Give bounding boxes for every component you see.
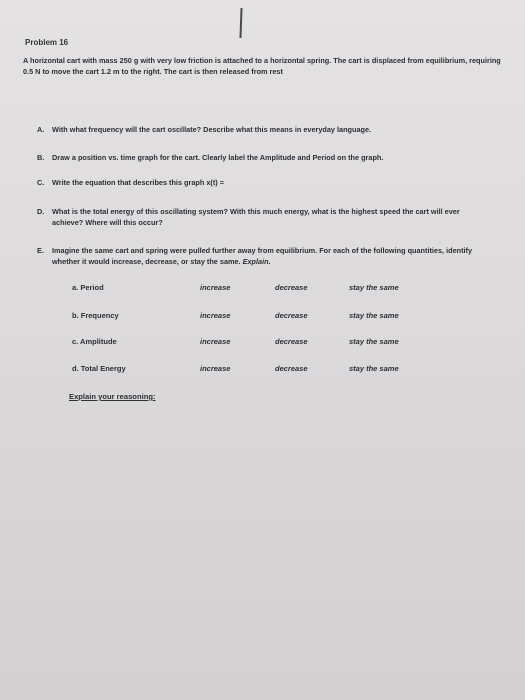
explain-reasoning-heading: Explain your reasoning: [69, 392, 156, 401]
option-stay-same[interactable]: stay the same [349, 283, 399, 292]
option-decrease[interactable]: decrease [275, 311, 308, 320]
question-e-emphasis: Explain. [242, 257, 271, 266]
question-letter: E. [37, 246, 44, 255]
option-increase[interactable]: increase [200, 364, 231, 373]
problem-title: Problem 16 [25, 38, 69, 47]
question-text: What is the total energy of this oscillating system? With this much energy, what is the highest speed the cart will ever achieve? Where will this occur? [52, 207, 460, 227]
option-decrease[interactable]: decrease [275, 364, 308, 373]
question-text: With what frequency will the cart oscillate? Describe what this means in everyday language. [52, 125, 372, 134]
quantity-label: d. Total Energy [72, 364, 126, 373]
question-letter: A. [37, 125, 45, 134]
option-stay-same[interactable]: stay the same [349, 337, 399, 346]
quantity-label: b. Frequency [72, 311, 119, 320]
quantity-label: a. Period [72, 283, 104, 292]
pen-mark [239, 8, 242, 38]
option-decrease[interactable]: decrease [275, 337, 308, 346]
option-stay-same[interactable]: stay the same [349, 311, 399, 320]
option-decrease[interactable]: decrease [275, 283, 308, 292]
question-text [52, 245, 492, 267]
question-text: Draw a position vs. time graph for the cart. Clearly label the Amplitude and Period on the graph. [52, 153, 384, 162]
question-e-body: Imagine the same cart and spring were pulled further away from equilibrium. For each of the following quantities, identify whether it would increase, decrease, or stay the same. [52, 246, 473, 266]
option-increase[interactable]: increase [200, 311, 231, 320]
option-stay-same[interactable]: stay the same [349, 364, 399, 373]
question-letter: D. [37, 207, 45, 216]
quantity-label: c. Amplitude [72, 337, 117, 346]
option-increase[interactable]: increase [200, 337, 231, 346]
option-increase[interactable]: increase [200, 283, 231, 292]
question-text: Write the equation that describes this graph x(t) = [52, 178, 224, 187]
problem-intro: A horizontal cart with mass 250 g with very low friction is attached to a horizontal spring. The cart is displaced from equilibrium, requiring 0.5 N to move the cart 1.2 m to the right. The cart is then released from rest [23, 56, 501, 76]
question-letter: B. [37, 153, 45, 162]
question-letter: C. [37, 178, 45, 187]
